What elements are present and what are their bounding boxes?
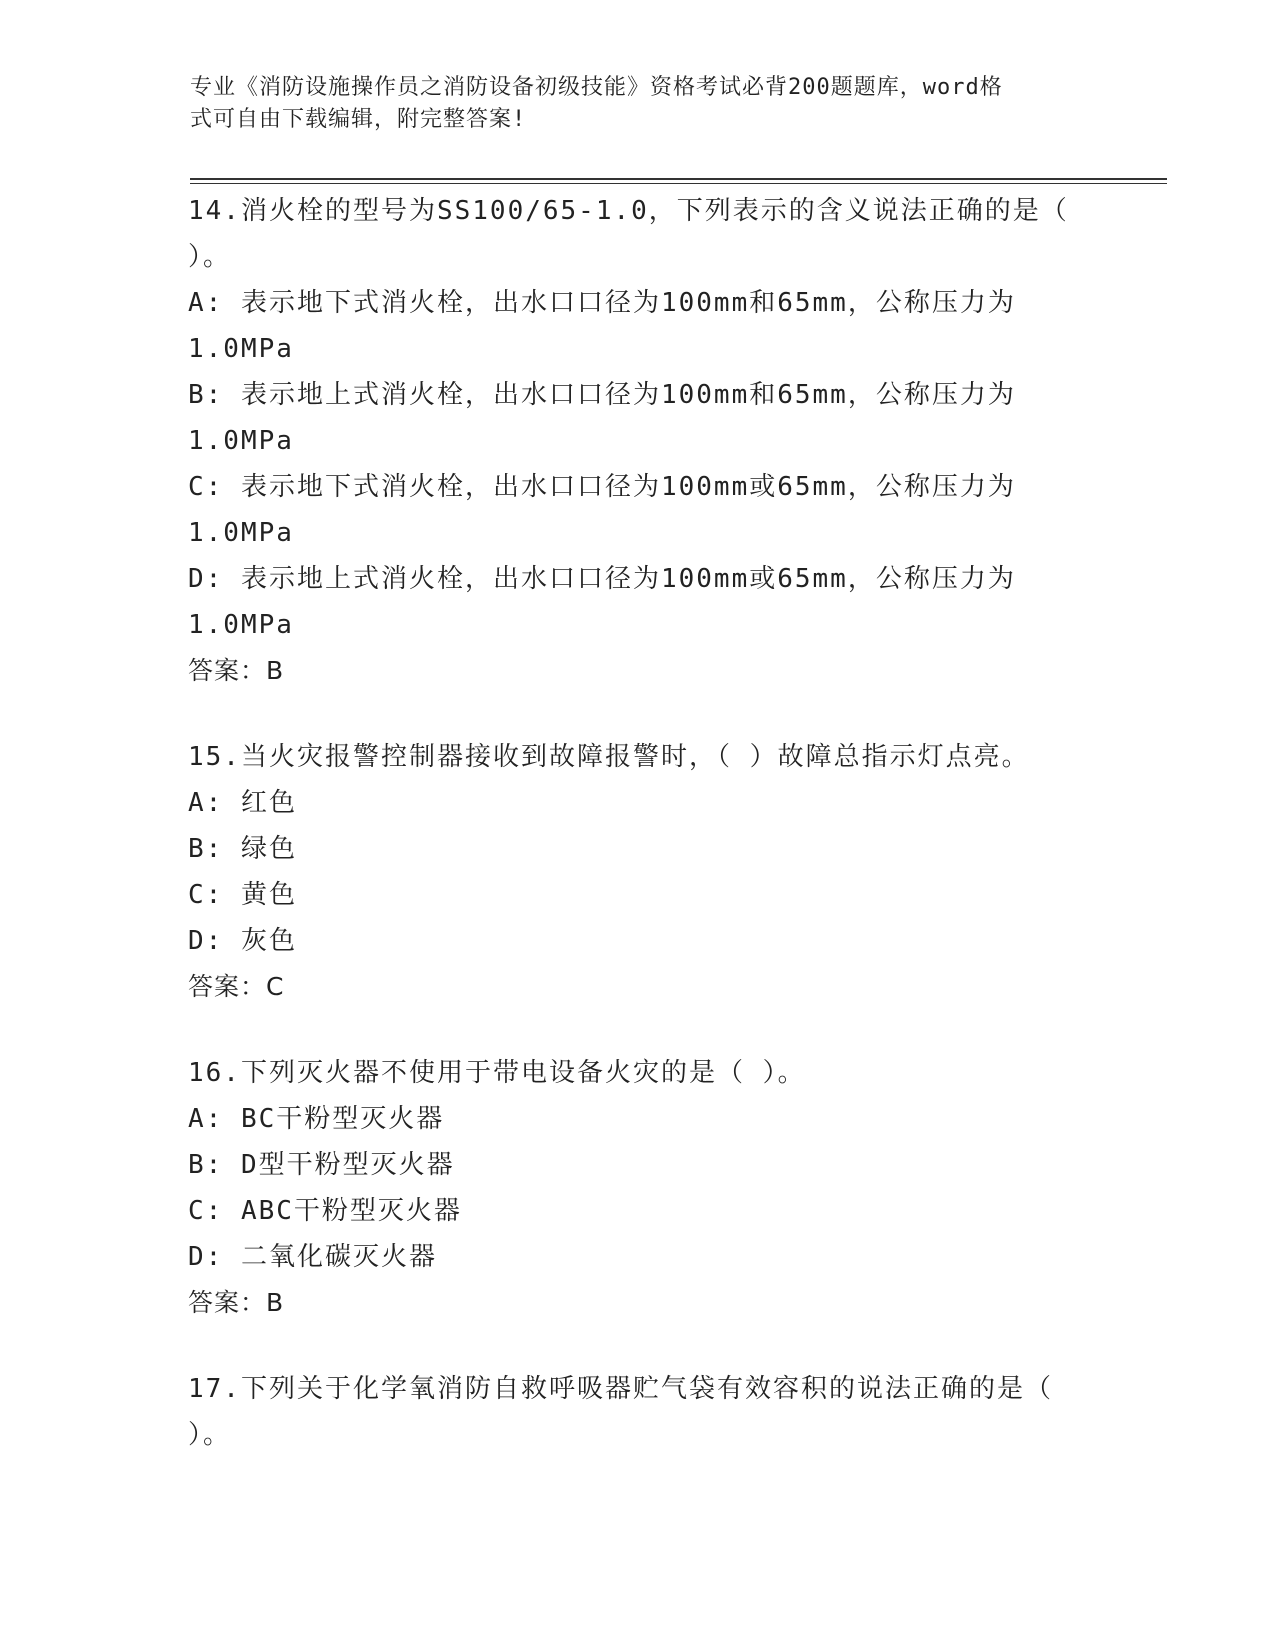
option-d: D: 表示地上式消火栓，出水口口径为100mm或65mm，公称压力为 — [188, 564, 1016, 594]
question-spacer — [188, 1010, 1088, 1050]
question-list — [188, 188, 1088, 1458]
option-a: A: BC干粉型灭火器 — [188, 1104, 445, 1134]
header-line-1: 专业《消防设施操作员之消防设备初级技能》资格考试必背200题题库，word格 — [190, 75, 1003, 100]
question-14 — [188, 188, 1088, 694]
option-a: A: 红色 — [188, 788, 297, 818]
answer-label: 答案：C — [188, 972, 285, 1001]
option-c: C: 表示地下式消火栓，出水口口径为100mm或65mm，公称压力为 — [188, 472, 1016, 502]
option-d: D: 灰色 — [188, 926, 297, 956]
header-line-2: 式可自由下载编辑，附完整答案! — [190, 107, 527, 132]
answer-label: 答案：B — [188, 1288, 285, 1317]
option-c: C: 黄色 — [188, 880, 297, 910]
option-d-continued: 1.0MPa — [188, 610, 294, 640]
header-divider-thin — [190, 183, 1167, 184]
header-divider-thick — [190, 178, 1167, 180]
question-stem: 16.下列灭火器不使用于带电设备火灾的是（ ）。 — [188, 1058, 806, 1088]
question-stem: 17.下列关于化学氧消防自救呼吸器贮气袋有效容积的说法正确的是（ — [188, 1374, 1053, 1404]
question-15 — [188, 734, 1088, 1010]
question-17 — [188, 1366, 1088, 1458]
question-spacer — [188, 694, 1088, 734]
option-c: C: ABC干粉型灭火器 — [188, 1196, 462, 1226]
question-16 — [188, 1050, 1088, 1326]
option-a: A: 表示地下式消火栓，出水口口径为100mm和65mm，公称压力为 — [188, 288, 1016, 318]
question-stem-continued: ）。 — [188, 1420, 232, 1450]
option-b-continued: 1.0MPa — [188, 426, 294, 456]
option-d: D: 二氧化碳灭火器 — [188, 1242, 437, 1272]
question-spacer — [188, 1326, 1088, 1366]
option-c-continued: 1.0MPa — [188, 518, 294, 548]
question-stem: 15.当火灾报警控制器接收到故障报警时，（ ）故障总指示灯点亮。 — [188, 742, 1030, 772]
question-stem: 14.消火栓的型号为SS100/65-1.0，下列表示的含义说法正确的是（ — [188, 196, 1069, 226]
option-b: B: D型干粉型灭火器 — [188, 1150, 455, 1180]
answer-label: 答案：B — [188, 656, 285, 685]
option-a-continued: 1.0MPa — [188, 334, 294, 364]
option-b: B: 绿色 — [188, 834, 297, 864]
document-header — [190, 72, 1090, 136]
option-b: B: 表示地上式消火栓，出水口口径为100mm和65mm，公称压力为 — [188, 380, 1016, 410]
question-stem-continued: ）。 — [188, 242, 232, 272]
